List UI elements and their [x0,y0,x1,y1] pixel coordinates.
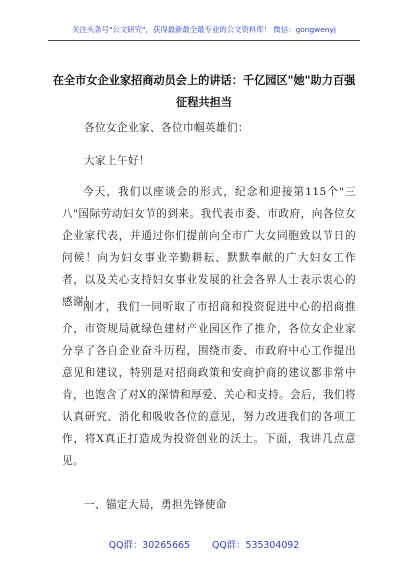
greeting: 大家上午好！ [84,155,150,167]
body-paragraph-1: 今天，我们以座谈会的形式，纪念和迎接第115个"三八"国际劳动妇女节的到来。我代表市委、市政府，向各位女企业家代表，并通过你们提前向全市广大女同胞致以节日的问候！向为妇女事业辛勤耕耘、默默奉献的广大妇女工作者，以及关心支持妇女事业发展的社会各界人士表示衷心的感谢！ [62,186,356,308]
header-divider [48,40,360,41]
footer-qq-label-2: QQ群： [212,540,246,551]
body-paragraph-2: 刚才，我们一同听取了市招商和投资促进中心的招商推介，市资规局就绿色建材产业园区作了推介，各位女企业家分享了各自企业奋斗历程，围绕市委、市政府中心工作提出意见和建议，特别是对招商政策和安商护商的建议都非常中肯，也饱含了对X的深情和厚爱、关心和支持。会后，我们将认真研究、消化和吸收各位的意见，努力改进我们的各项工作，将X真正打造成为投资创业的沃土。下面，我讲几点意见。 [62,301,356,467]
header-note: 关注头条号"公文研究"，获得最新最全最专业的公文资料库！ 微信：gongwenyj [72,25,336,34]
section-heading-1: 一、锚定大局，勇担先锋使命 [84,499,227,511]
footer-contact [0,537,408,551]
document-title: 在全市女企业家招商动员会上的讲话：千亿园区"她"助力百强征程共担当 [52,74,356,109]
footer-qq-number-2: 535304092 [245,540,300,551]
salutation: 各位女企业家、各位巾帼英雄们： [84,122,249,134]
footer-qq-number-1: 30265665 [142,540,191,551]
footer-qq-label-1: QQ群： [108,540,143,551]
